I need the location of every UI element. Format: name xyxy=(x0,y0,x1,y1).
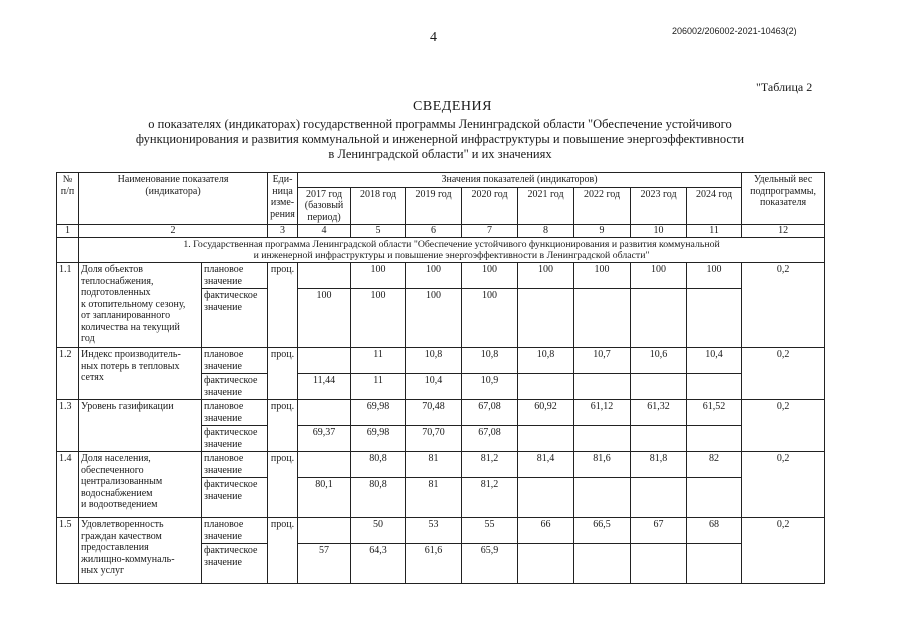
indicator-name-line: граждан качеством xyxy=(81,530,162,542)
plan-label: плановое значение xyxy=(202,348,268,374)
fact-value xyxy=(687,426,742,452)
fact-value: 11 xyxy=(351,374,406,400)
plan-value xyxy=(298,400,351,426)
indicator-unit: проц. xyxy=(268,452,298,518)
fact-value xyxy=(574,544,631,584)
plan-label: плановое значение xyxy=(202,452,268,478)
column-number: 5 xyxy=(351,225,406,238)
plan-value: 67,08 xyxy=(462,400,518,426)
fact-value xyxy=(518,544,574,584)
fact-value xyxy=(518,289,574,348)
fact-value xyxy=(574,289,631,348)
indicator-name-line: сетях xyxy=(81,372,104,383)
plan-label: плановое значение xyxy=(202,400,268,426)
plan-value xyxy=(298,452,351,478)
fact-value: 80,8 xyxy=(351,478,406,518)
indicator-name xyxy=(79,348,202,400)
fact-value xyxy=(574,374,631,400)
plan-value: 100 xyxy=(351,263,406,289)
plan-value: 100 xyxy=(518,263,574,289)
plan-value: 10,7 xyxy=(574,348,631,374)
fact-value: 64,3 xyxy=(351,544,406,584)
plan-value: 10,6 xyxy=(631,348,687,374)
fact-value xyxy=(574,478,631,518)
subtitle-line: о показателях (индикаторах) государственной программы Ленинградской области "Обеспечение устойчивого xyxy=(148,117,732,131)
fact-value xyxy=(631,374,687,400)
indicator-weight: 0,2 xyxy=(742,518,825,584)
plan-value: 100 xyxy=(574,263,631,289)
indicator-plan-row xyxy=(57,348,825,374)
document-title: СВЕДЕНИЯ xyxy=(413,99,492,114)
fact-value: 100 xyxy=(298,289,351,348)
indicator-name-line: жилищно-коммуналь- xyxy=(81,553,175,565)
indicator-weight: 0,2 xyxy=(742,263,825,348)
column-number: 3 xyxy=(268,225,298,238)
fact-value: 81,2 xyxy=(462,478,518,518)
fact-value xyxy=(687,289,742,348)
indicator-name-line: и водоотведением xyxy=(81,499,158,510)
table-body xyxy=(57,263,825,584)
indicator-number: 1.1 xyxy=(57,263,79,348)
header-name: Наименование показателя (индикатора) xyxy=(79,173,268,225)
header-values-group: Значения показателей (индикаторов) xyxy=(298,173,742,188)
indicator-unit: проц. xyxy=(268,263,298,348)
indicator-name xyxy=(79,400,202,452)
header-year-2017: 2017 год (базовый период) xyxy=(298,187,351,225)
fact-value: 65,9 xyxy=(462,544,518,584)
fact-value: 69,37 xyxy=(298,426,351,452)
fact-value xyxy=(518,374,574,400)
column-number: 6 xyxy=(406,225,462,238)
header-year-2022: 2022 год xyxy=(574,187,631,225)
fact-value: 10,9 xyxy=(462,374,518,400)
fact-value: 81 xyxy=(406,478,462,518)
plan-value: 81 xyxy=(406,452,462,478)
indicator-name-line: подготовленных xyxy=(81,287,151,298)
indicator-name-line: обеспеченного xyxy=(81,464,144,476)
column-number: 10 xyxy=(631,225,687,238)
table-label: "Таблица 2 xyxy=(756,80,813,94)
plan-value: 100 xyxy=(631,263,687,289)
plan-value: 70,48 xyxy=(406,400,462,426)
indicator-name-line: ных услуг xyxy=(81,565,125,576)
subtitle-line: в Ленинградской области" и их значениях xyxy=(328,147,552,161)
plan-value: 100 xyxy=(406,263,462,289)
plan-value: 81,8 xyxy=(631,452,687,478)
indicator-plan-row xyxy=(57,452,825,478)
plan-value: 53 xyxy=(406,518,462,544)
fact-value xyxy=(518,426,574,452)
indicator-weight: 0,2 xyxy=(742,348,825,400)
fact-value xyxy=(574,426,631,452)
fact-value: 100 xyxy=(462,289,518,348)
indicator-weight: 0,2 xyxy=(742,400,825,452)
fact-value xyxy=(687,544,742,584)
indicator-plan-row xyxy=(57,518,825,544)
fact-label: фактическое значение xyxy=(202,426,268,452)
plan-value: 66 xyxy=(518,518,574,544)
plan-value: 61,32 xyxy=(631,400,687,426)
header-row xyxy=(57,173,825,188)
indicator-name-line: водоснабжением xyxy=(81,487,153,499)
fact-value xyxy=(631,426,687,452)
fact-value xyxy=(687,478,742,518)
section-title: 1. Государственная программа Ленинградской области "Обеспечение устойчивого функционирования и развития коммунальной и инженерной инфраструктуры и повышение энергоэффективности в Ленинградской области" xyxy=(79,238,825,263)
header-weight: Удельный вес подпрограммы, показателя xyxy=(742,173,825,225)
header-year-2019: 2019 год xyxy=(406,187,462,225)
fact-value: 57 xyxy=(298,544,351,584)
indicator-name-line: к отопительному сезону, xyxy=(81,298,186,310)
fact-value: 61,6 xyxy=(406,544,462,584)
header-year-2020: 2020 год xyxy=(462,187,518,225)
header-year-2018: 2018 год xyxy=(351,187,406,225)
fact-value xyxy=(631,478,687,518)
plan-value: 10,8 xyxy=(462,348,518,374)
indicator-name-line: от запланированного xyxy=(81,310,171,321)
column-number: 9 xyxy=(574,225,631,238)
fact-value xyxy=(687,374,742,400)
indicator-unit: проц. xyxy=(268,400,298,452)
plan-label: плановое значение xyxy=(202,518,268,544)
indicator-name-line: количества на текущий xyxy=(81,321,180,333)
indicator-name-line: Индекс производитель- xyxy=(81,349,181,360)
fact-value: 11,44 xyxy=(298,374,351,400)
indicator-number: 1.5 xyxy=(57,518,79,584)
fact-label: фактическое значение xyxy=(202,374,268,400)
plan-value: 81,6 xyxy=(574,452,631,478)
plan-value: 100 xyxy=(462,263,518,289)
column-number: 7 xyxy=(462,225,518,238)
header-unit: Еди- ница изме- рения xyxy=(268,173,298,225)
fact-value xyxy=(518,478,574,518)
indicator-number: 1.2 xyxy=(57,348,79,400)
plan-value: 81,4 xyxy=(518,452,574,478)
column-number: 4 xyxy=(298,225,351,238)
column-number: 8 xyxy=(518,225,574,238)
fact-value: 10,4 xyxy=(406,374,462,400)
plan-value: 82 xyxy=(687,452,742,478)
indicator-name-line: Доля населения, xyxy=(81,453,151,464)
plan-value: 66,5 xyxy=(574,518,631,544)
plan-value: 68 xyxy=(687,518,742,544)
plan-value: 50 xyxy=(351,518,406,544)
column-number: 2 xyxy=(79,225,268,238)
subtitle-line: функционирования и развития коммунальной и инженерной инфраструктуры и повышение энергоэффективности xyxy=(135,132,745,146)
section-row xyxy=(57,238,825,263)
plan-value: 61,52 xyxy=(687,400,742,426)
indicator-plan-row xyxy=(57,400,825,426)
indicator-name-line: теплоснабжения, xyxy=(81,275,154,287)
header-year-2021: 2021 год xyxy=(518,187,574,225)
plan-label: плановое значение xyxy=(202,263,268,289)
indicator-name xyxy=(79,452,202,518)
fact-label: фактическое значение xyxy=(202,544,268,584)
header-year-2023: 2023 год xyxy=(631,187,687,225)
indicator-number: 1.4 xyxy=(57,452,79,518)
fact-value: 69,98 xyxy=(351,426,406,452)
column-number: 11 xyxy=(687,225,742,238)
indicator-name xyxy=(79,518,202,584)
document-subtitle xyxy=(120,117,760,162)
plan-value: 11 xyxy=(351,348,406,374)
plan-value: 80,8 xyxy=(351,452,406,478)
indicator-name-line: Удовлетворенность xyxy=(81,519,164,530)
indicator-name-line: год xyxy=(81,333,95,344)
indicator-name-line: Доля объектов xyxy=(81,264,143,275)
indicator-name-line: централизованным xyxy=(81,476,163,487)
plan-value: 69,98 xyxy=(351,400,406,426)
page-number: 4 xyxy=(430,30,437,45)
fact-value xyxy=(631,544,687,584)
document-code: 206002/206002-2021-10463(2) xyxy=(672,26,797,36)
header-year-2024: 2024 год xyxy=(687,187,742,225)
header-number: № п/п xyxy=(57,173,79,225)
plan-value xyxy=(298,348,351,374)
section-spacer xyxy=(57,238,79,263)
fact-value: 70,70 xyxy=(406,426,462,452)
column-number: 1 xyxy=(57,225,79,238)
fact-value: 80,1 xyxy=(298,478,351,518)
fact-value: 100 xyxy=(406,289,462,348)
plan-value: 67 xyxy=(631,518,687,544)
column-number: 12 xyxy=(742,225,825,238)
plan-value: 10,8 xyxy=(406,348,462,374)
plan-value: 55 xyxy=(462,518,518,544)
indicators-table xyxy=(56,172,825,584)
plan-value: 81,2 xyxy=(462,452,518,478)
fact-value: 100 xyxy=(351,289,406,348)
plan-value xyxy=(298,263,351,289)
fact-label: фактическое значение xyxy=(202,289,268,348)
plan-value: 60,92 xyxy=(518,400,574,426)
plan-value: 61,12 xyxy=(574,400,631,426)
indicator-name xyxy=(79,263,202,348)
plan-value: 10,4 xyxy=(687,348,742,374)
indicator-weight: 0,2 xyxy=(742,452,825,518)
indicator-plan-row xyxy=(57,263,825,289)
fact-value xyxy=(631,289,687,348)
indicator-number: 1.3 xyxy=(57,400,79,452)
table-header xyxy=(57,173,825,263)
indicator-unit: проц. xyxy=(268,348,298,400)
indicator-name-line: предоставления xyxy=(81,542,149,553)
column-numbers-row xyxy=(57,225,825,238)
indicator-unit: проц. xyxy=(268,518,298,584)
plan-value: 100 xyxy=(687,263,742,289)
indicator-name-line: Уровень газификации xyxy=(81,401,174,412)
fact-label: фактическое значение xyxy=(202,478,268,518)
plan-value xyxy=(298,518,351,544)
fact-value: 67,08 xyxy=(462,426,518,452)
plan-value: 10,8 xyxy=(518,348,574,374)
indicator-name-line: ных потерь в тепловых xyxy=(81,360,180,372)
